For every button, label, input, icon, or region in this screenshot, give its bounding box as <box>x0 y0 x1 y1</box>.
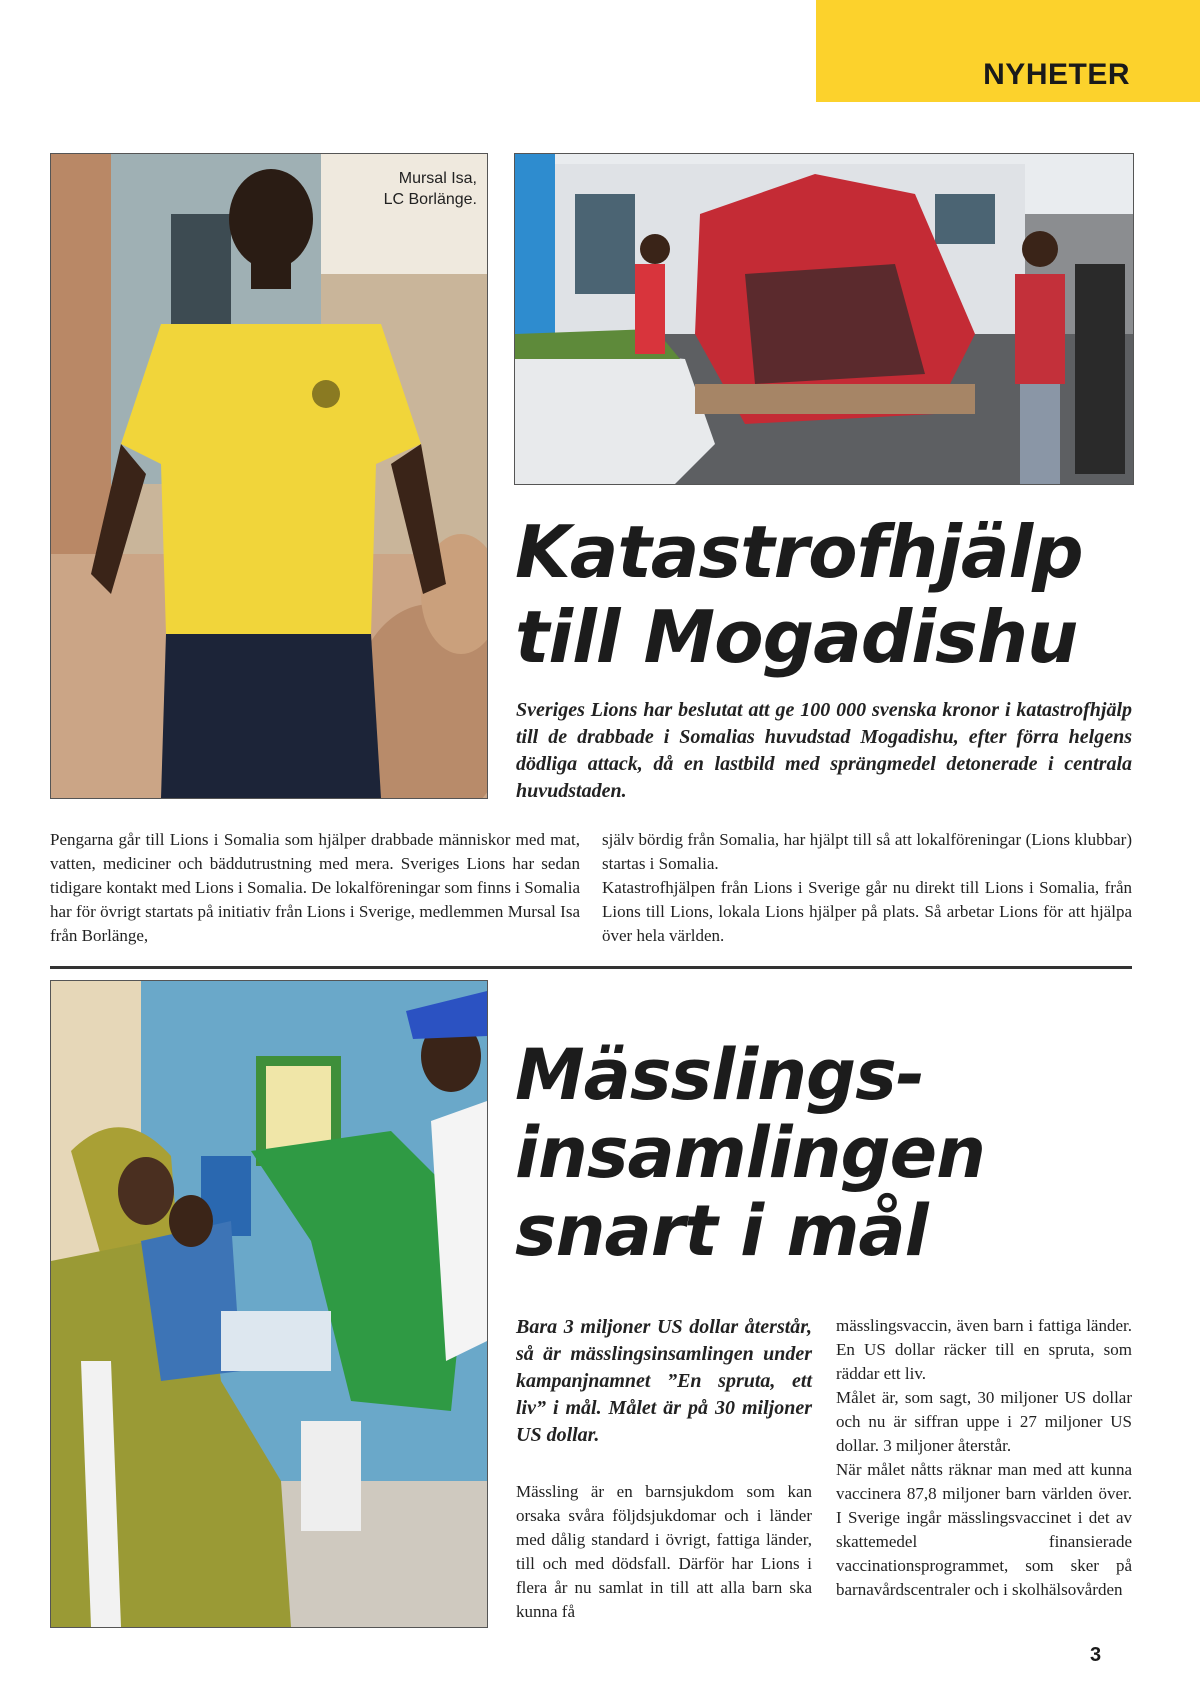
article2-headline: Mässlings- insamlingen snart i mål <box>515 1034 985 1272</box>
article1-body-col1: Pengarna går till Lions i Somalia som hjälper drabbade människor med mat, vatten, mediciner och bäddutrustning med mera. Sveriges Lions har sedan tidigare kontakt med Lions i Somalia. De lokalföreningar som finns i Somalia har för övrigt startats på initiativ från Lions i Sverige, medlemmen Mursal Isa från Borlänge, <box>50 830 580 945</box>
photo-mursal-isa <box>50 153 488 799</box>
article2-body-col1: Mässling är en barnsjukdom som kan orsaka svåra följdsjukdomar och i länder med dålig standard i övrigt, fattiga länder, till och med dödsfall. Därför har Lions i flera år nu samlat in till att alla barn ska kunna få <box>516 1482 812 1621</box>
page-number: 3 <box>1090 1644 1102 1666</box>
section-tab <box>816 0 1200 102</box>
article1-body-col2: själv bördig från Somalia, har hjälpt till så att lokalföreningar (Lions klubbar) startas i Somalia. Katastrofhjälpen från Lions i Sverige går nu direkt till Lions i Somalia, från Lions till Lions, lokala Lions hjälper på plats. Så arbetar Lions för att hjälpa över hela världen. <box>602 830 1132 945</box>
section-divider <box>50 966 1132 969</box>
article1-lead: Sveriges Lions har beslutat att ge 100 000 svenska kronor i katastrofhjälp till de drabbade i Somalias huvudstad Mogadishu, efter förra helgens dödliga attack, då en lastbild med sprängmedel detonerade i centrala huvudstaden. <box>516 699 1132 802</box>
article2-lead: Bara 3 miljoner US dollar återstår, så är mässlingsinsamlingen under kampanjnamnet ”En spruta, ett liv” i mål. Målet är på 30 miljoner US dollar. <box>516 1316 812 1446</box>
article2-body-col2: mässlingsvaccin, även barn i fattiga länder. En US dollar räcker till en spruta, som räddar ett liv. Målet är, som sagt, 30 miljoner US dollar och nu är siffran uppe i 27 miljoner US dollar. 3 miljoner återstår. När målet nåtts räknar man med att kunna vaccinera 87,8 miljoner barn världen över. I Sverige ingår mässlingsvaccinet i det av skattemedel finansierade vaccinationsprogrammet, som sker på barnavårdscentraler och i skolhälsovården <box>836 1316 1132 1599</box>
section-label: NYHETER <box>983 58 1130 91</box>
article1-headline: Katastrofhjälp till Mogadishu <box>515 510 1083 679</box>
photo-caption: Mursal Isa, LC Borlänge. <box>383 170 477 208</box>
photo-mogadishu-wreck <box>514 153 1134 485</box>
photo-vaccination <box>50 980 488 1628</box>
